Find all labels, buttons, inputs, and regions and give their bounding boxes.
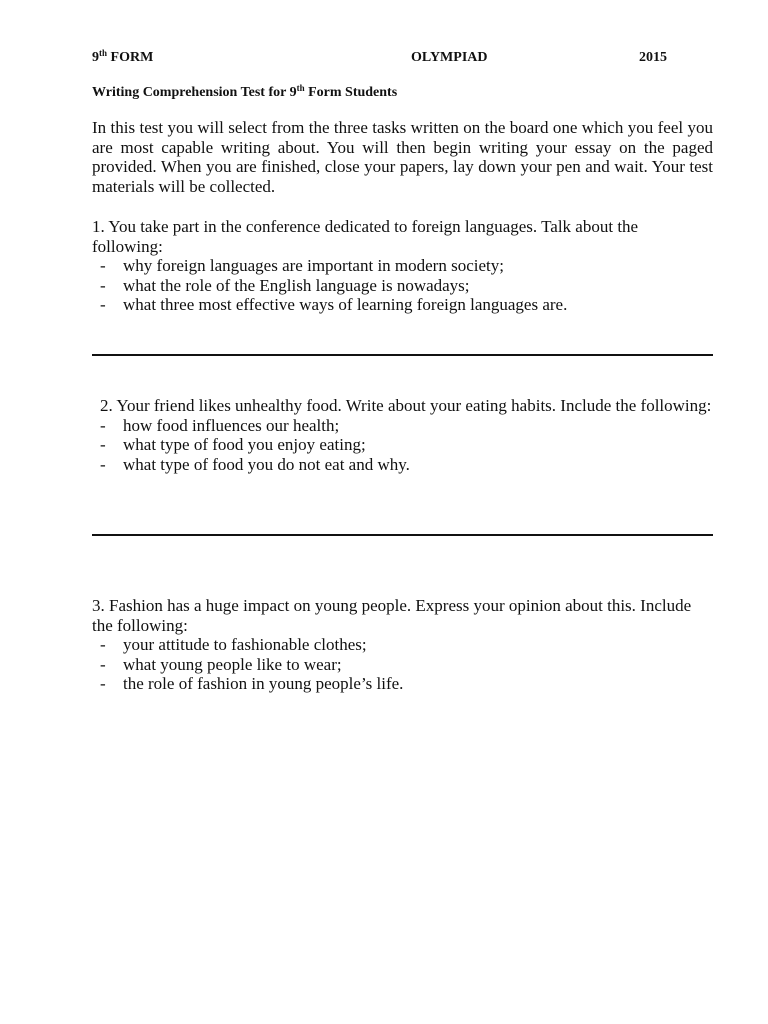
instructions-paragraph: In this test you will select from the three tasks written on the board one which you feel you are most capable writing about. You will then begin writing your essay on the paged provided. When you are finished, close your papers, lay down your pen and wait. Your test materials will be collected. bbox=[92, 118, 713, 196]
list-item: - your attitude to fashionable clothes; bbox=[100, 635, 367, 655]
list-item: - what type of food you do not eat and why. bbox=[100, 454, 410, 474]
page-header bbox=[92, 50, 682, 72]
list-item: - why foreign languages are important in modern society; bbox=[100, 256, 504, 276]
header-olympiad: OLYMPIAD bbox=[411, 50, 488, 65]
section-divider bbox=[92, 534, 713, 536]
header-form: 9th FORM bbox=[92, 48, 154, 65]
test-title: Writing Comprehension Test for 9th Form Students bbox=[92, 83, 398, 100]
list-item: - what three most effective ways of learning foreign languages are. bbox=[100, 295, 568, 315]
task-bullet-list bbox=[92, 256, 713, 315]
section-divider bbox=[92, 354, 713, 356]
list-item: - the role of fashion in young people’s life. bbox=[100, 674, 404, 694]
task-prompt: 2. Your friend likes unhealthy food. Write about your eating habits. Include the following: bbox=[100, 396, 712, 415]
task-2 bbox=[100, 396, 713, 474]
task-bullet-list bbox=[92, 416, 713, 475]
list-item: - what young people like to wear; bbox=[100, 654, 342, 674]
task-prompt: 1. You take part in the conference dedicated to foreign languages. Talk about the following: bbox=[92, 217, 639, 256]
header-year: 2015 bbox=[639, 50, 667, 65]
task-bullet-list bbox=[92, 635, 713, 694]
task-1 bbox=[92, 217, 713, 315]
list-item: - what type of food you enjoy eating; bbox=[100, 435, 366, 455]
task-prompt: 3. Fashion has a huge impact on young people. Express your opinion about this. Include the following: bbox=[92, 596, 692, 635]
list-item: - how food influences our health; bbox=[100, 415, 340, 435]
task-3 bbox=[92, 596, 713, 694]
list-item: - what the role of the English language is nowadays; bbox=[100, 275, 470, 295]
